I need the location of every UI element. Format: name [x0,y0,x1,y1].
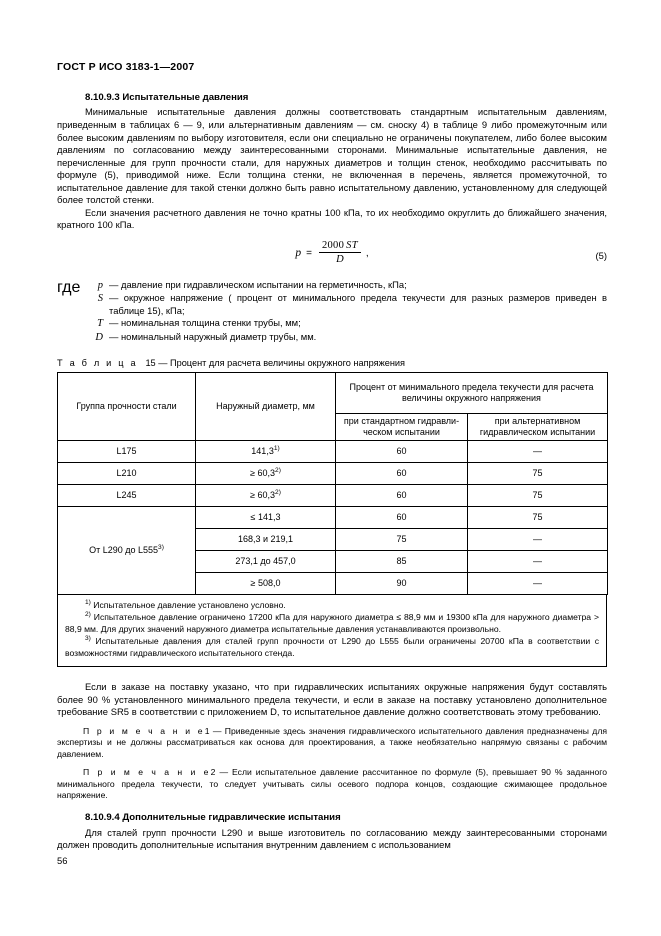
where-dash: — [109,292,119,304]
note-number: 2 [210,767,216,778]
table-row [58,484,608,506]
formula-lhs: p [295,247,302,260]
footnote-text: Испытательное давление ограничено 17200 кПа для наружного диаметра ≤ 88,9 мм и 19300 кПа для наружного диаметра > 88,9 мм. Для других значений наружного диаметра испытательные давления устанавливаются произвольно. [65,612,600,634]
note-1 [57,726,607,761]
where-symbol: D [95,331,103,343]
table-caption-title: Процент для расчета величины окружного напряжения [169,357,405,368]
note-dash: — [212,725,222,736]
note-dash: — [219,767,229,778]
where-dash: — [109,330,119,342]
footnote-marker: 2) [85,611,91,619]
where-symbol: S [97,293,103,305]
table-row [58,462,608,484]
where-text: номинальная толщина стенки трубы, мм; [120,317,301,329]
where-text: окружное напряжение ( процент от минимального предела текучести для разных размеров приведен в таблице 15), кПа; [109,292,607,316]
where-list [57,279,607,344]
paragraph-text: Для сталей групп прочности L290 и выше изготовитель по согласованию между заинтересованными сторонами должен проводить дополнительные испытания внутренним давлением с использованием [57,826,607,851]
strength-group-value: L175 [116,446,137,457]
formula-coefficient: 2000 [321,239,345,251]
cell-standard-percent: 60 [336,462,468,484]
formula-numerator [319,240,361,252]
table-footnote [65,600,599,611]
where-item [57,279,607,292]
cell-alternative-percent: 75 [468,484,608,506]
cell-diameter [196,484,336,506]
table-footnote [65,636,599,659]
where-item [57,331,607,344]
where-item [57,317,607,330]
formula-equals: = [306,247,312,259]
page-number: 56 [57,855,68,866]
note-label: П р и м е ч а н и е [83,725,205,736]
footnote-marker: 2) [275,489,281,497]
cell-diameter [196,528,336,550]
paragraph-text: Если в заказе на поставку указано, что при гидравлических испытаниях окружные напряжения будут составлять более 90 % установленного минимального предела текучести, и если в заказе на поставку установлено дополнительное требование SR5 в соответствии с приложением D, то испытательное давление должно соответствовать этому требованию. [57,681,607,718]
where-symbol-label [57,331,109,344]
table-header-row [58,372,608,413]
cell-strength-group [58,440,196,462]
cell-diameter [196,506,336,528]
where-symbol: p [97,279,103,291]
paragraph-additional-tests [57,827,607,852]
strength-group-value: От L290 до L555 [89,545,159,556]
note-label: П р и м е ч а н и е [83,767,211,778]
table-header-percent-group: Процент от минимального предела текучести для расчета величины окружного напряжения [336,372,608,413]
cell-diameter [196,462,336,484]
table-body [58,440,608,594]
formula-fraction [319,240,361,265]
table-caption [57,358,607,368]
where-dash: — [109,317,119,329]
table-row [58,440,608,462]
footnote-text: Испытательные давления для сталей групп прочности от L290 до L555 были ограничены 20700 кПа в соответствии с возможностями гидравлического испытательного стенда. [65,636,599,658]
paragraph-text: Минимальные испытательные давления должны соответствовать стандартным испытательным давлениям, приведенным в таблицах 6 — 9, или альтернативным давлениям — см. сноску 4) в таблице 9 либо промежуточным или более высоким давлениям по выбору изготовителя, если они специально не ограничены покупателем, либо более высоким давлениям по согласованию между заинтересованными сторонами. Минимальные испытательные давления, не перечисленные для групп прочности стали, для наружных диаметров и толщин стенок, необходимо рассчитывать по формуле (5), приводимой ниже. Если толщина стенки, не включенная в перечень, является промежуточной, то испытательное давление для такой стенки должно быть равно испытательному давлению, установленному для следующей более толстой стенки. [57,106,607,206]
heading-8-10-9-4: 8.10.9.4 Дополнительные гидравлические испытания [85,811,341,823]
cell-alternative-percent: — [468,572,608,594]
where-text: номинальный наружный диаметр трубы, мм. [120,330,317,342]
table-row [58,506,608,528]
cell-strength-group [58,484,196,506]
running-header: ГОСТ Р ИСО 3183-1—2007 [57,61,195,73]
where-dash: — [109,278,119,290]
cell-diameter [196,550,336,572]
paragraph-sr5-requirement [57,681,607,719]
footnote-marker: 3) [85,635,91,643]
table-15-wrapper [57,372,607,667]
table-header-alternative-test: при альтернативном гидравлическом испытании [468,413,608,440]
footnote-marker: 2) [275,467,281,475]
note-2 [57,767,607,802]
table-footnote [65,612,599,635]
table-caption-number: 15 [145,357,156,368]
note-number: 1 [204,725,210,736]
table-caption-label: Т а б л и ц а [57,357,138,368]
diameter-value: ≥ 508,0 [250,578,281,589]
paragraph-rounding [57,207,607,232]
where-keyword: где [57,278,81,296]
formula-comma: , [365,247,369,259]
cell-alternative-percent: — [468,528,608,550]
diameter-value: ≥ 60,3 [250,468,276,479]
table-footnotes [57,595,607,667]
page-content [57,62,607,852]
formula-number: (5) [595,249,607,261]
paragraph-minimum-test-pressures [57,106,607,206]
table-header-outside-diameter: Наружный диаметр, мм [196,372,336,440]
where-description [109,331,607,343]
cell-standard-percent: 75 [336,528,468,550]
note-text: Приведенные здесь значения гидравлического испытательного давления предназначены для экспертизы и не должны рассматриваться как основа для проектирования, а также необязательно напрямую связаны с рабочим давлением. [57,725,607,759]
table-header-strength-group: Группа прочности стали [58,372,196,440]
strength-group-value: L210 [116,468,137,479]
where-symbol-label [57,317,109,330]
cell-alternative-percent: 75 [468,506,608,528]
formula-expression [57,241,607,266]
cell-alternative-percent: — [468,550,608,572]
footnote-marker: 1) [273,445,280,453]
cell-standard-percent: 85 [336,550,468,572]
where-text: давление при гидравлическом испытании на герметичность, кПа; [120,278,407,290]
strength-group-value: L245 [116,490,137,501]
note-text: Если испытательное давление рассчитанное по формуле (5), превышает 90 % заданного минимального предела текучести, то следует учитывать силы осевого подпора концов, создающие сжимающее продольное напряжение. [57,767,607,801]
diameter-value: ≤ 141,3 [250,512,281,523]
cell-diameter [196,572,336,594]
footnote-text: Испытательное давление установлено условно. [93,599,286,610]
cell-strength-group [58,462,196,484]
cell-diameter [196,440,336,462]
diameter-value: 141,3 [251,446,274,457]
cell-standard-percent: 60 [336,484,468,506]
footnote-marker: 3) [158,544,164,552]
cell-strength-group-merged [58,506,196,594]
where-symbol: T [97,318,103,330]
heading-8-10-9-3: 8.10.9.3 Испытательные давления [85,91,249,103]
table-15 [57,372,608,595]
cell-standard-percent: 60 [336,506,468,528]
formula-denominator: D [319,252,361,265]
formula-numerator-vars: ST [346,239,358,251]
table-head [58,372,608,440]
diameter-value: ≥ 60,3 [250,490,276,501]
cell-standard-percent: 60 [336,440,468,462]
diameter-value: 168,3 и 219,1 [237,534,294,545]
formula-block [57,239,607,273]
where-block [57,279,607,344]
diameter-value: 273,1 до 457,0 [235,556,296,567]
cell-alternative-percent: 75 [468,462,608,484]
cell-standard-percent: 90 [336,572,468,594]
where-item [57,292,607,317]
where-description [109,292,607,317]
table-caption-dash: — [158,357,168,368]
table-header-standard-test: при стандартном гидравли-ческом испытании [336,413,468,440]
cell-alternative-percent: — [468,440,608,462]
where-description [109,279,607,291]
footnote-marker: 1) [85,599,91,607]
paragraph-text: Если значения расчетного давления не точно кратны 100 кПа, то их необходимо округлить до ближайшего значения, кратного 100 кПа. [57,206,607,231]
where-description [109,317,607,329]
